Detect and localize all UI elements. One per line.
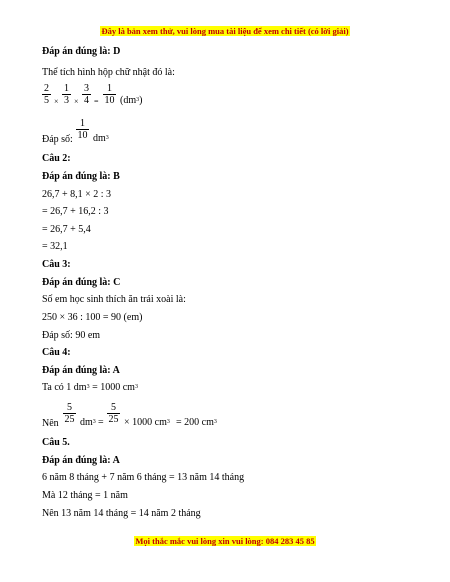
q4-line-1: Ta có 1 $dm^3 = 1000$ $cm^3$ (42, 382, 138, 393)
preview-banner (0, 26, 450, 36)
q2-line-4: = 32,1 (42, 241, 68, 252)
q1-fraction-1: 2 5 (44, 83, 49, 106)
contact-banner-text: Mọi thắc mắc vui lòng xin vui lòng: 084 283 45 85 (135, 536, 315, 546)
q3-answer: Đáp án đúng là: C (42, 277, 121, 288)
q2-line-3: = 26,7 + 5,4 (42, 224, 91, 235)
q1-intro: Thể tích hình hộp chữ nhật đó là: (42, 67, 175, 78)
q4-title: Câu 4: (42, 347, 71, 358)
q2-answer: Đáp án đúng là: B (42, 171, 120, 182)
q3-line-2: 250 × 36 : 100 = 90 (em) (42, 312, 143, 323)
q1-fraction-2: 1 3 (64, 83, 69, 106)
q5-title: Câu 5. (42, 437, 70, 448)
q3-line-3: Đáp số: 90 em (42, 330, 101, 341)
q1-result-unit: $dm^3$ (93, 133, 109, 144)
q3-line-1: Số em học sinh thích ăn trái xoài là: (42, 294, 186, 305)
q1-fraction-3: 3 4 (84, 83, 89, 106)
q4-unit-dm: $dm^3$ (80, 417, 96, 428)
q4-fraction-1: 5 25 (64, 402, 75, 425)
q1-unit: $(dm^3)$ (120, 95, 143, 106)
q4-answer: Đáp án đúng là: A (42, 365, 120, 376)
q4-equals: = (98, 417, 104, 428)
q1-equals: = (94, 97, 99, 106)
q4-times-1000: × 1000 $cm^3$ (124, 417, 170, 428)
q1-answer: Đáp án đúng là: D (42, 46, 121, 57)
q1-fraction-result: 1 10 (104, 83, 115, 106)
q5-line-3: Nên 13 năm 14 tháng = 14 năm 2 tháng (42, 508, 201, 519)
q2-line-1: 26,7 + 8,1 × 2 : 3 (42, 189, 112, 200)
q3-title: Câu 3: (42, 259, 71, 270)
q2-line-2: = 26,7 + 16,2 : 3 (42, 206, 109, 217)
q4-result: = 200 $cm^3$ (176, 417, 217, 428)
q5-line-1: 6 năm 8 tháng + 7 năm 6 tháng = 13 năm 14 tháng (42, 472, 245, 483)
q4-nen: Nên (42, 418, 59, 429)
q5-answer: Đáp án đúng là: A (42, 455, 120, 466)
q4-fraction-2: 5 25 (108, 402, 119, 425)
q1-times-2: × (74, 97, 79, 106)
contact-banner (0, 536, 450, 546)
preview-banner-text: Đây là bản xem thử, vui lòng mua tài liệu để xem chi tiết (có lời giải) (101, 26, 349, 36)
q2-title: Câu 2: (42, 153, 71, 164)
q1-result-label: Đáp số: (42, 134, 73, 145)
q1-times-1: × (54, 97, 59, 106)
q1-result-fraction: 1 10 (77, 118, 88, 141)
q5-line-2: Mà 12 tháng = 1 năm (42, 490, 128, 501)
